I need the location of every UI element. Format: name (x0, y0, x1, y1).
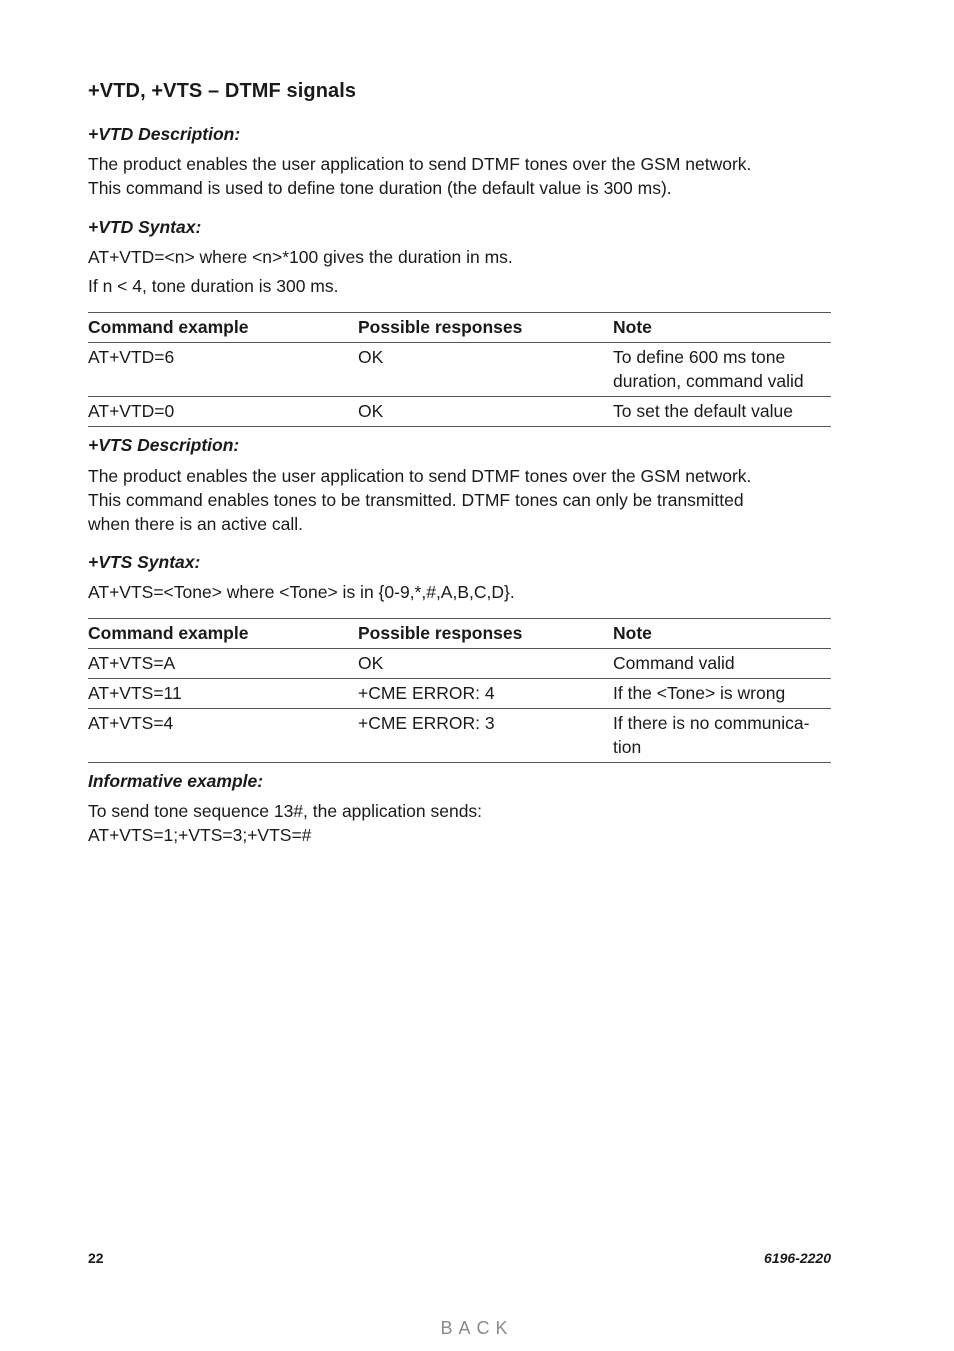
command-cell: AT+VTS=A (88, 649, 358, 679)
response-cell: OK (358, 649, 613, 679)
response-cell: OK (358, 397, 613, 427)
note-line: To set the default value (613, 401, 793, 421)
response-cell: +CME ERROR: 3 (358, 709, 613, 763)
response-cell: OK (358, 343, 613, 397)
example-line: To send tone sequence 13#, the application sends: (88, 801, 483, 821)
vts-command-table (88, 618, 831, 763)
vts-description-text (88, 464, 751, 536)
column-header: Possible responses (358, 313, 613, 343)
vtd-syntax-heading: +VTD Syntax: (88, 217, 202, 237)
note-line: If the <Tone> is wrong (613, 683, 786, 703)
command-cell: AT+VTS=4 (88, 709, 358, 763)
example-heading: Informative example: (88, 771, 264, 791)
note-cell (613, 679, 831, 709)
column-header: Command example (88, 619, 358, 649)
column-header: Note (613, 313, 831, 343)
vtd-command-table (88, 312, 831, 427)
table-header-row (88, 313, 831, 343)
example-command: AT+VTS=1;+VTS=3;+VTS=# (88, 825, 312, 845)
note-line: Command valid (613, 653, 735, 673)
vts-syntax-heading: +VTS Syntax: (88, 552, 201, 572)
note-cell (613, 397, 831, 427)
table-row (88, 709, 831, 763)
note-line: tion (613, 737, 642, 757)
vtd-description-text (88, 152, 751, 200)
back-link[interactable]: BACK (440, 1318, 514, 1338)
vtd-syntax-note: If n < 4, tone duration is 300 ms. (88, 276, 339, 296)
vts-syntax-line: AT+VTS=<Tone> where <Tone> is in {0-9,*,#,A,B,C,D}. (88, 582, 515, 602)
document-number: 6196-2220 (764, 1250, 831, 1266)
table-row (88, 397, 831, 427)
vtd-description-line: The product enables the user application to send DTMF tones over the GSM network. (88, 154, 752, 174)
note-cell (613, 709, 831, 763)
note-cell (613, 343, 831, 397)
vtd-description-heading: +VTD Description: (88, 124, 241, 144)
column-header: Possible responses (358, 619, 613, 649)
section-title: +VTD, +VTS – DTMF signals (88, 80, 357, 102)
column-header: Note (613, 619, 831, 649)
example-text (88, 799, 482, 847)
note-line: To define 600 ms tone (613, 347, 786, 367)
note-line: If there is no communica- (613, 713, 810, 733)
vts-description-heading: +VTS Description: (88, 435, 240, 455)
vts-description-line: when there is an active call. (88, 514, 303, 534)
table-row (88, 343, 831, 397)
vtd-syntax-line: AT+VTD=<n> where <n>*100 gives the duration in ms. (88, 247, 513, 267)
vts-description-line: The product enables the user application to send DTMF tones over the GSM network. (88, 466, 752, 486)
column-header: Command example (88, 313, 358, 343)
command-cell: AT+VTD=0 (88, 397, 358, 427)
table-row (88, 679, 831, 709)
vts-description-line: This command enables tones to be transmitted. DTMF tones can only be transmitted (88, 490, 744, 510)
page-number: 22 (88, 1250, 104, 1266)
note-cell (613, 649, 831, 679)
response-cell: +CME ERROR: 4 (358, 679, 613, 709)
note-line: duration, command valid (613, 371, 804, 391)
command-cell: AT+VTS=11 (88, 679, 358, 709)
table-row (88, 649, 831, 679)
command-cell: AT+VTD=6 (88, 343, 358, 397)
vtd-description-line: This command is used to define tone duration (the default value is 300 ms). (88, 178, 672, 198)
table-header-row (88, 619, 831, 649)
